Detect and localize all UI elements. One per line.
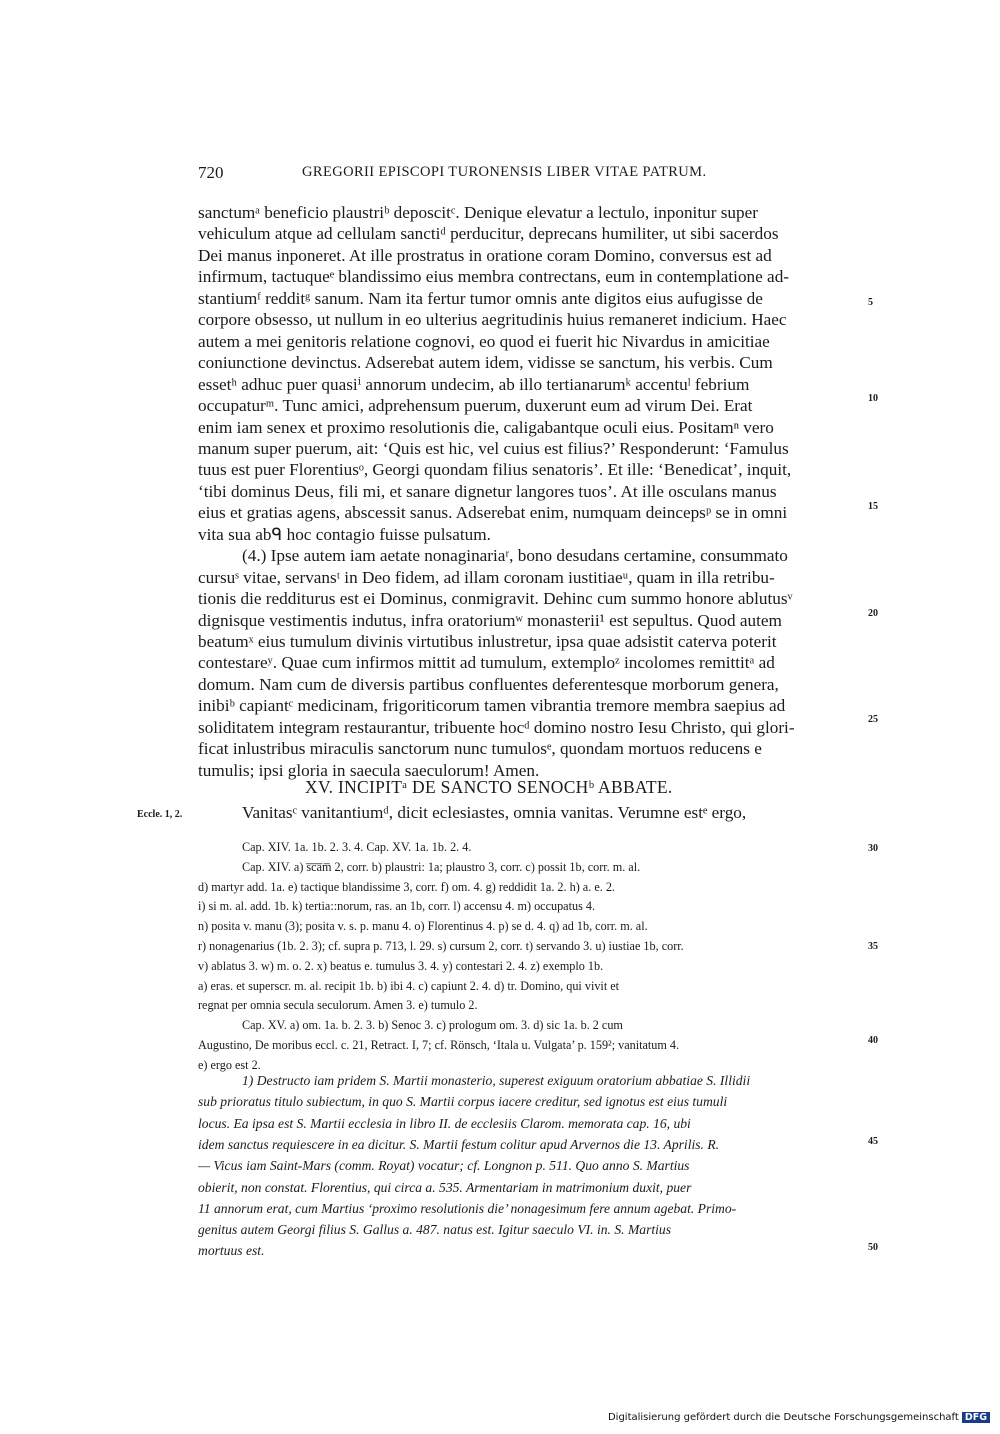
body-line: tumulis; ipsi gloria in saecula saeculorum! Amen.: [198, 760, 540, 780]
apparatus-line: Augustino, De moribus eccl. c. 21, Retract. I, 7; cf. Rönsch, ‘Itala u. Vulgata’ p. 159²; vanitatum 4.: [198, 1038, 680, 1052]
body-line: tuus est puer Florentiusᵒ, Georgi quondam filius senatoris’. Et ille: ‘Benedicat’, inquit,: [198, 460, 792, 480]
side-reference: Eccle. 1, 2.: [137, 809, 183, 820]
footnote-line: genitus autem Georgi filius S. Gallus a. 487. natus est. Igitur saeculo VI. in. S. Martius: [198, 1222, 671, 1238]
body-line: dignisque vestimentis indutus, infra oratoriumʷ monasterii¹ est sepultus. Quod autem: [198, 610, 782, 630]
credit-text: Digitalisierung gefördert durch die Deutsche Forschungsgemeinschaft: [607, 1412, 959, 1423]
footnote-line: mortuus est.: [198, 1243, 265, 1259]
footnote-line: sub prioratus titulo subiectum, in quo S. Martii corpus iacere creditur, sed ignotus est eius tumuli: [198, 1094, 728, 1110]
apparatus-line: Cap. XIV. 1a. 1b. 2. 3. 4. Cap. XV. 1a. 1b. 2. 4.: [242, 840, 472, 854]
body-line: Dei manus inponeret. At ille prostratus in oratione coram Domino, conversus est ad: [198, 245, 772, 265]
body-line: ‘tibi dominus Deus, fili mi, et sanare dignetur langores tuos’. At ille osculans manus: [198, 481, 777, 501]
body-line: inibiᵇ capiantᶜ medicinam, frigoriticorum tamen vibrantia tremore membra saepius ad: [198, 696, 786, 716]
apparatus-line: i) si m. al. add. 1b. k) tertia::norum, ras. an 1b, corr. l) accensu 4. m) occupatus 4.: [198, 899, 595, 914]
body-line: vita sua abᑫ hoc contagio fuisse pulsatum.: [198, 524, 491, 544]
body-line: vehiculum atque ad cellulam sanctiᵈ perducitur, deprecans humiliter, ut sibi sacerdos: [198, 224, 779, 244]
body-line: stantiumᶠ redditᵍ sanum. Nam ita fertur tumor omnis ante digitos eius aufugisse de: [198, 288, 763, 308]
body-line: enim iam senex et proximo resolutionis die, caligabantque oculi eius. Positamⁿ vero: [198, 417, 774, 437]
line-number: 5: [868, 297, 873, 308]
footnote-line: 11 annorum erat, cum Martius ‘proximo resolutionis die’ nonagesimum fere annum agebat. Primo-: [198, 1200, 737, 1216]
body-line: domum. Nam cum de diversis partibus confluentes deferentesque morborum genera,: [198, 674, 779, 694]
line-number: 25: [868, 714, 878, 725]
line-number: 35: [868, 941, 878, 952]
chapter-first-line: Vanitasᶜ vanitantiumᵈ, dicit eclesiastes, omnia vanitas. Verumne estᵉ ergo,: [242, 803, 747, 822]
footnote-line: idem sanctus requiescere in ea dicitur. S. Martii festum colitur apud Arvernos die 13. Aprilis. R.: [198, 1136, 720, 1152]
apparatus-line: r) nonagenarius (1b. 2. 3); cf. supra p. 713, l. 29. s) cursum 2, corr. t) servando 3. u) iustiae 1b, corr.: [198, 939, 684, 953]
line-number: 10: [868, 393, 878, 404]
footnote-line: 1) Destructo iam pridem S. Martii monasterio, superest exiguum oratorium abbatiae S. Illidii: [242, 1073, 751, 1088]
body-line: essetʰ adhuc puer quasiⁱ annorum undecim, ab illo tertianarumᵏ accentuˡ febrium: [198, 374, 750, 394]
body-line: corpore obsesso, ut nullum in eo ulterius aegritudinis huius remaneret indicium. Haec: [198, 310, 787, 330]
apparatus-line: d) martyr add. 1a. e) tactique blandissime 3, corr. f) om. 4. g) reddidit 1a. 2. h) a. e. 2.: [198, 879, 615, 894]
page-number: 720: [198, 163, 224, 182]
line-number: 30: [868, 843, 878, 854]
line-number: 45: [868, 1136, 878, 1147]
digitization-credit: [608, 1412, 990, 1423]
apparatus-line: Cap. XV. a) om. 1a. b. 2. 3. b) Senoc 3. c) prologum om. 3. d) sic 1a. b. 2 cum: [242, 1018, 623, 1033]
line-number: 40: [868, 1035, 878, 1046]
apparatus-line: v) ablatus 3. w) m. o. 2. x) beatus e. tumulus 3. 4. y) contestari 2. 4. z) exemplo 1b.: [198, 958, 604, 973]
body-line: beatumˣ eius tumulum divinis virtutibus inlustretur, ipsa quae adsistit caterva poterit: [198, 632, 777, 651]
footnote-line: obierit, non constat. Florentius, qui circa a. 535. Armentariam in matrimonium duxit, puer: [198, 1179, 692, 1195]
body-line: manum super puerum, ait: ‘Quis est hic, vel cuius est filius?’ Responderunt: ‘Famulus: [198, 438, 789, 458]
body-line: contestareʸ. Quae cum infirmos mittit ad tumulum, extemploᶻ incolomes remittitᵃ ad: [198, 653, 775, 673]
body-line: (4.) Ipse autem iam aetate nonaginariaʳ, bono desudans certamine, consummato: [242, 546, 788, 566]
line-number: 50: [868, 1242, 878, 1253]
body-line: occupaturᵐ. Tunc amici, adprehensum puerum, duxerunt eum ad virum Dei. Erat: [198, 396, 753, 416]
footnote-line: — Vicus iam Saint-Mars (comm. Royat) vocatur; cf. Longnon p. 511. Quo anno S. Martius: [198, 1158, 690, 1174]
running-title: GREGORII EPISCOPI TURONENSIS LIBER VITAE PATRUM.: [302, 164, 707, 180]
dfg-logo: DFG: [962, 1412, 990, 1423]
apparatus-line: e) ergo est 2.: [198, 1057, 261, 1072]
line-number: 20: [868, 608, 878, 619]
apparatus-line: regnat per omnia secula seculorum. Amen 3. e) tumulo 2.: [198, 998, 478, 1013]
body-line: cursuˢ vitae, servansᵗ in Deo fidem, ad illam coronam iustitiaeᵘ, quam in illa retribu-: [198, 567, 775, 587]
body-line: autem a mei genitoris relatione cognovi, eo quod ei fuerit hic Nivardus in amicitiae: [198, 331, 770, 351]
body-line: infirmum, tactuqueᵉ blandissimo eius membra contrectans, eum in contemplatione ad-: [198, 267, 790, 287]
apparatus-line: Cap. XIV. a) s̅c̅a̅m̅ 2, corr. b) plaustri: 1a; plaustro 3, corr. c) possit 1b, corr. m. al.: [242, 859, 641, 874]
chapter-title: XV. INCIPITᵃ DE SANCTO SENOCHᵇ ABBATE.: [305, 777, 673, 797]
apparatus-line: n) posita v. manu (3); posita v. s. p. manu 4. o) Florentinus 4. p) se d. 4. q) ad 1b, corr. m. al.: [198, 919, 648, 934]
body-line: tionis die redditurus est ei Dominus, conmigravit. Dehinc cum summo honore ablutusᵛ: [198, 589, 793, 609]
apparatus-line: a) eras. et superscr. m. al. recipit 1b. b) ibi 4. c) capiunt 2. 4. d) tr. Domino, qui vivit et: [198, 978, 620, 993]
page-header: [198, 163, 862, 185]
body-line: soliditatem integram restaurantur, tribuente hocᵈ domino nostro Iesu Christo, qui glori-: [198, 717, 795, 737]
body-line: ficat inlustribus miraculis sanctorum nunc tumulosᵉ, quondam mortuos reducens e: [198, 739, 762, 759]
body-line: sanctumᵃ beneficio plaustriᵇ deposcitᶜ. Denique elevatur a lectulo, inponitur super: [198, 203, 758, 222]
body-line: coniunctione devinctus. Adserebat autem idem, vidisse se sanctum, his verbis. Cum: [198, 353, 773, 373]
line-number: 15: [868, 501, 878, 512]
body-line: eius et gratias agens, abscessit sanus. Adserebat enim, numquam deincepsᵖ se in omni: [198, 503, 788, 523]
footnote-line: locus. Ea ipsa est S. Martii ecclesia in libro II. de ecclesiis Clarom. memorata cap. 16, ubi: [198, 1115, 691, 1131]
